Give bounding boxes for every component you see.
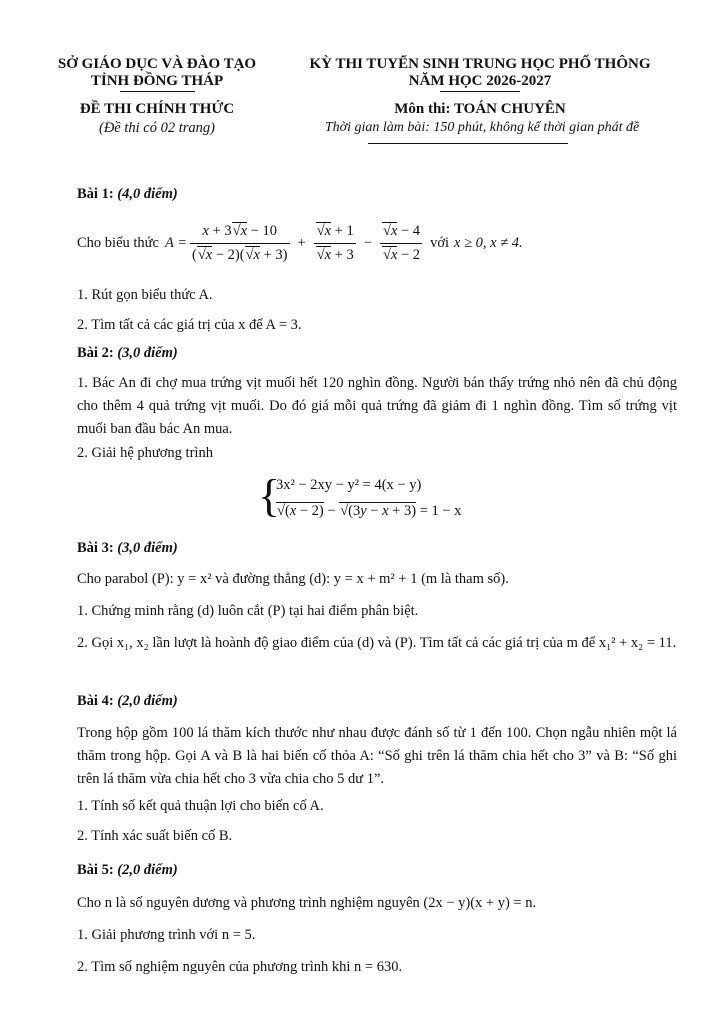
section-4-question-1: 1. Tính số kết quả thuận lợi cho biến cố A. [77, 798, 324, 814]
header-province: TỈNH ĐỒNG THÁP [90, 73, 224, 89]
section-4-points: (2,0 điểm) [117, 693, 178, 709]
header-subject: Môn thi: TOÁN CHUYÊN [394, 101, 566, 117]
fraction-2: $\frac{√x + 1}{√x + 3}$ [314, 220, 356, 267]
system-equation-2: √(x − 2) − √(3y − x + 3) = 1 − x [277, 503, 462, 519]
section-1-expression: Cho biểu thức A = $\frac{x + 3√x - 10}{(√x - 2)(√x + 3)}$ + $\frac{√x + 1}{√x + 3}$ − $\frac{√x - 4}{√x - 2}$ với x ≥ 0, x ≠ 4. [77, 218, 523, 268]
section-1-question-2: 2. Tìm tất cả các giá trị của x để A = 3. [77, 317, 302, 333]
section-2-title: Bài 2: [77, 345, 114, 361]
section-2-question-1: 1. Bác An đi chợ mua trứng vịt muối hết 120 nghìn đồng. Người bán thấy trứng nhỏ nên đã chủ động cho thêm 4 quả trứng vịt muối. Do đó giá mỗi quả trứng đã giảm đi 1 nghìn đồng. Tìm số trứng vịt muối ban đầu bác An mua. [77, 375, 677, 437]
section-5-question-2: 2. Tìm số nghiệm nguyên của phương trình khi n = 630. [77, 959, 403, 975]
section-5-question-1: 1. Giải phương trình với n = 5. [77, 927, 256, 943]
section-4-heading [77, 693, 178, 710]
header-department: SỞ GIÁO DỤC VÀ ĐÀO TẠO [57, 56, 257, 72]
section-1-heading [77, 186, 178, 203]
fraction-3: $\frac{√x - 4}{√x - 2}$ [380, 220, 422, 267]
section-2-points: (3,0 điểm) [117, 345, 178, 361]
section-4-question-2: 2. Tính xác suất biến cố B. [77, 828, 233, 844]
header-school-year: NĂM HỌC 2026-2027 [408, 73, 552, 89]
section-3-points: (3,0 điểm) [117, 540, 178, 556]
section-1-points: (4,0 điểm) [117, 186, 178, 202]
section-3-question-1: 1. Chứng minh rằng (d) luôn cắt (P) tại hai điểm phân biệt. [77, 603, 419, 619]
condition: x ≥ 0, x ≠ 4. [454, 234, 523, 251]
section-1-question-1: 1. Rút gọn biểu thức A. [77, 287, 213, 303]
section-3-title: Bài 3: [77, 540, 114, 556]
section-4-intro: Trong hộp gồm 100 lá thăm kích thước như nhau được đánh số từ 1 đến 100. Chọn ngẫu nhiên một lá thăm trong hộp. Gọi A và B là hai biến cố thỏa A: “Số ghi trên lá thăm chia hết cho 3” và B: “Số ghi trên lá thăm vừa chia hết cho 3 vừa chia cho 5 dư 1”. [77, 725, 677, 787]
header-right-rule [440, 91, 520, 92]
section-3-question-2: 2. Gọi x₁, x₂ lần lượt là hoành độ giao điểm của (d) và (P). Tìm tất cả các giá trị của m để x₁² + x₂ = 11. [77, 635, 677, 651]
section-5-heading [77, 862, 178, 879]
section-1-title: Bài 1: [77, 186, 114, 202]
section-3-heading [77, 540, 178, 557]
section-2-question-2: 2. Giải hệ phương trình [77, 445, 213, 461]
system-equation-2-tail: = 1 − x [419, 503, 462, 519]
section-1-intro: Cho biểu thức [77, 234, 159, 251]
header-duration: Thời gian làm bài: 150 phút, không kể thời gian phát đề [324, 120, 640, 135]
system-brace: { [258, 470, 281, 521]
condition-prefix: với [430, 234, 450, 251]
header-duration-rule [368, 143, 568, 144]
section-5-intro: Cho n là số nguyên dương và phương trình nghiệm nguyên (2x − y)(x + y) = n. [77, 895, 537, 911]
section-3-intro: Cho parabol (P): y = x² và đường thẳng (d): y = x + m² + 1 (m là tham số). [77, 571, 509, 587]
fraction-1: $\frac{x + 3√x - 10}{(√x - 2)(√x + 3)}$ [190, 220, 290, 267]
header-exam-title: KỲ THI TUYỂN SINH TRUNG HỌC PHỔ THÔNG [309, 56, 651, 72]
section-5-title: Bài 5: [77, 862, 114, 878]
section-5-points: (2,0 điểm) [117, 862, 178, 878]
header-page-count: (Đề thi có 02 trang) [99, 120, 215, 136]
system-equation-1: 3x² − 2xy − y² = 4(x − y) [276, 477, 422, 493]
header-official: ĐỀ THI CHÍNH THỨC [79, 101, 235, 117]
section-2-heading [77, 345, 178, 362]
section-4-title: Bài 4: [77, 693, 114, 709]
header-left-rule [120, 91, 195, 92]
expression-a-label: A = [164, 234, 187, 251]
